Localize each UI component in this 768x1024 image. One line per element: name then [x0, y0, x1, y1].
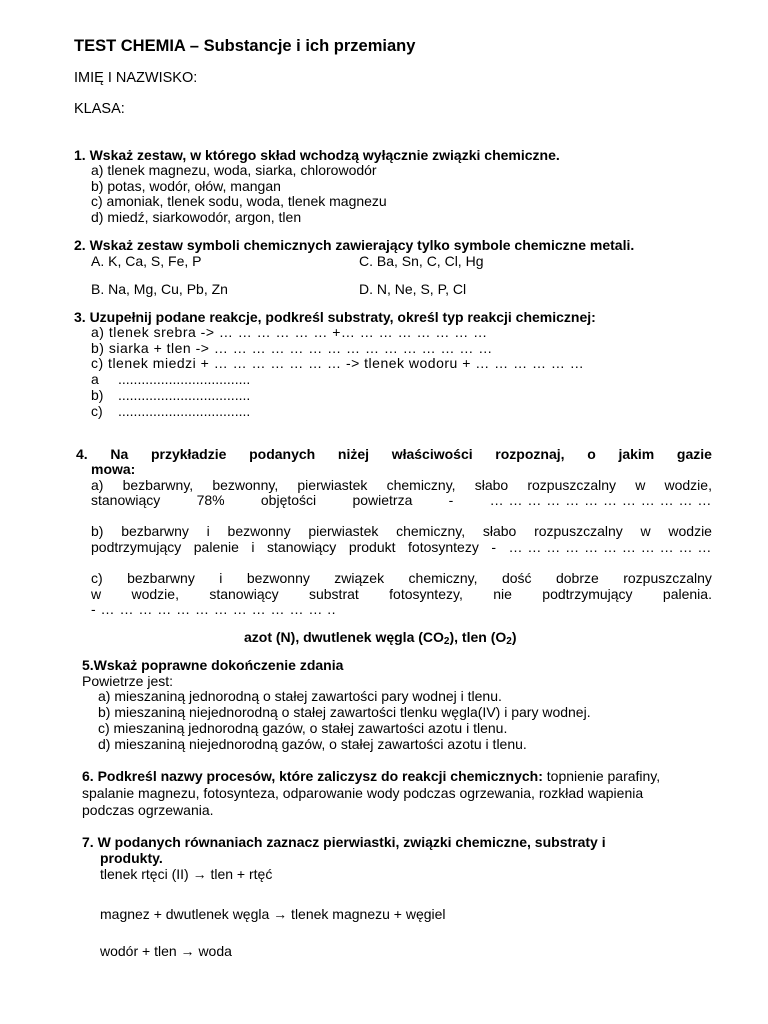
- q2-option-c: C. Ba, Sn, C, Cl, Hg: [359, 253, 484, 269]
- q3-reaction-b: b) siarka + tlen -> … … … … … … … … … … … … … … …: [91, 340, 493, 356]
- q1-option-d: d) miedź, siarkowodór, argon, tlen: [91, 209, 302, 225]
- q4-item-b-line1: b) bezbarwny i bezwonny pierwiastek chemiczny, słabo rozpuszczalny w wodzie: [91, 523, 712, 539]
- q3-reaction-a: a) tlenek srebra -> … … … … … … +… … … … … … … …: [91, 324, 488, 340]
- q2-option-d: D. N, Ne, S, P, Cl: [359, 281, 467, 297]
- q3-answer-a-blank: ..................................: [118, 371, 251, 387]
- q4-question-cont: mowa:: [91, 461, 136, 477]
- q1-option-a: a) tlenek magnezu, woda, siarka, chlorowodór: [91, 162, 377, 178]
- q7-equation-3: wodór + tlen → woda: [100, 943, 232, 959]
- q3-answer-c-blank: ..................................: [118, 403, 251, 419]
- q1-question: 1. Wskaż zestaw, w którego skład wchodzą wyłącznie związki chemiczne.: [74, 147, 560, 163]
- page-title: TEST CHEMIA – Substancje i ich przemiany: [74, 37, 416, 55]
- q1-option-b: b) potas, wodór, ołów, mangan: [91, 178, 281, 194]
- q4-item-c-line3: - … … … … … … … … … … … … ..: [91, 601, 337, 617]
- q3-answer-a-label: a: [91, 371, 99, 387]
- q5-option-c: c) mieszaniną jednorodną gazów, o stałej zawartości azotu i tlenu.: [98, 720, 508, 736]
- q5-question: 5.Wskaż poprawne dokończenie zdania: [82, 657, 344, 673]
- q3-answer-b-blank: ..................................: [118, 387, 251, 403]
- q7-equation-2: magnez + dwutlenek węgla → tlenek magnezu + węgiel: [100, 906, 446, 922]
- q4-item-a-line1: a) bezbarwny, bezwonny, pierwiastek chemiczny, słabo rozpuszczalny w wodzie,: [91, 477, 712, 493]
- q4-item-c-line1: c) bezbarwny i bezwonny związek chemiczny, dość dobrze rozpuszczalny: [91, 570, 712, 586]
- q3-answer-b-label: b): [91, 387, 104, 403]
- q7-question: 7. W podanych równaniach zaznacz pierwiastki, związki chemiczne, substraty i: [82, 834, 606, 850]
- q4-item-c-line2: w wodzie, stanowiący substrat fotosyntezy, nie podtrzymujący palenia.: [91, 586, 712, 602]
- q1-option-c: c) amoniak, tlenek sodu, woda, tlenek magnezu: [91, 193, 387, 209]
- q3-answer-c-label: c): [91, 403, 103, 419]
- q3-question: 3. Uzupełnij podane reakcje, podkreśl substraty, określ typ reakcji chemicznej:: [74, 309, 596, 325]
- q5-option-b: b) mieszaniną niejednorodną o stałej zawartości tlenku węgla(IV) i pary wodnej.: [98, 704, 591, 720]
- q5-option-a: a) mieszaniną jednorodną o stałej zawartości pary wodnej i tlenu.: [98, 688, 502, 704]
- q5-option-d: d) mieszaniną niejednorodną gazów, o stałej zawartości azotu i tlenu.: [98, 736, 527, 752]
- q2-option-b: B. Na, Mg, Cu, Pb, Zn: [91, 281, 228, 297]
- q2-option-a: A. K, Ca, S, Fe, P: [91, 253, 202, 269]
- q2-question: 2. Wskaż zestaw symboli chemicznych zawierający tylko symbole chemiczne metali.: [74, 237, 635, 253]
- q4-question: 4. Na przykładzie podanych niżej właściwości rozpoznaj, o jakim gazie: [76, 446, 712, 462]
- q7-equation-1: tlenek rtęci (II) → tlen + rtęć: [100, 866, 273, 882]
- q7-question-cont: produkty.: [100, 850, 163, 866]
- q4-answer-options: azot (N), dwutlenek węgla $(CO_2)$, tlen $(O_2)$: [244, 629, 517, 647]
- q5-lead: Powietrze jest:: [82, 673, 174, 689]
- q4-item-a-line2: stanowiący 78% objętości powietrza - … … … … … … … … … … … …: [91, 492, 712, 508]
- class-label: KLASA:: [74, 101, 125, 117]
- q6-line2: spalanie magnezu, fotosynteza, odparowanie wody podczas ogrzewania, rozkład wapienia: [82, 785, 644, 801]
- q6-line3: podczas ogrzewania.: [82, 802, 214, 818]
- name-label: IMIĘ I NAZWISKO:: [74, 70, 198, 86]
- q3-reaction-c: c) tlenek miedzi + … … … … … … … -> tlenek wodoru + … … … … … …: [91, 355, 585, 371]
- q6-line1: 6. Podkreśl nazwy procesów, które zaliczysz do reakcji chemicznych: topnienie parafiny,: [82, 768, 661, 784]
- q4-item-b-line2: podtrzymujący palenie i stanowiący produkt fotosyntezy - … … … … … … … … … … …: [91, 539, 712, 555]
